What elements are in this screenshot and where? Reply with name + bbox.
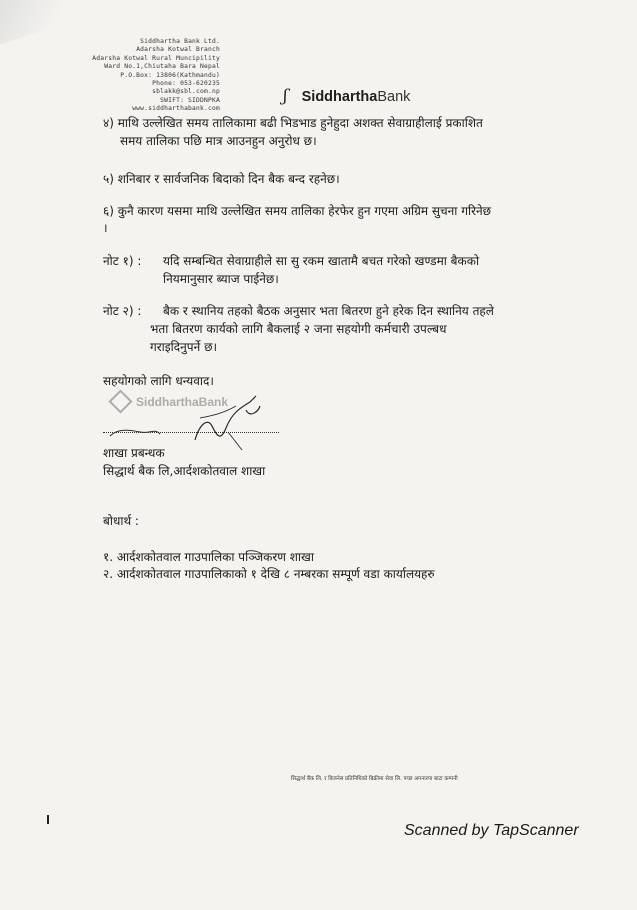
- designation: शाखा प्रबन्धक: [103, 446, 165, 460]
- letterhead-line: sblakk@sbl.com.np: [152, 88, 220, 96]
- letterhead-line: Adarsha Kotwal Branch: [136, 46, 220, 54]
- logo-text-bold: Siddhartha: [301, 89, 378, 105]
- bank-logo-icon: ʃ: [283, 86, 288, 106]
- paragraph-6-line-1: ६) कुनै कारण यसमा माथि उल्लेखित समय तालिका हेरफेर हुन गएमा अग्रिम सुचना गरिनेछ: [103, 204, 492, 218]
- note-2: [103, 302, 494, 320]
- note-2-line-3: गराइदिनुपर्ने छ।: [150, 340, 218, 354]
- logo-text-light: Bank: [377, 89, 411, 105]
- letterhead-line: www.siddharthabank.com: [132, 105, 220, 113]
- thanks-line: सहयोगको लागि धन्यवाद।: [103, 374, 214, 388]
- letterhead-line: Phone: 053-620235: [152, 80, 220, 88]
- footer-note: सिद्धार्थ बैंक लि. र बिजनेस प्रतिनिधिको बिक्रीमा सेवा लि. पच्छ अपनारपा बाटा कम्पनी: [291, 776, 458, 782]
- letterhead-line: P.O.Box: 13806(Kathmandu): [120, 71, 220, 79]
- paragraph-4-line-1: ४) माथि उल्लेखित समय तालिकामा बढी भिडभाड हुनेहुदा अशक्त सेवाग्राहीलाई प्रकाशित: [103, 116, 483, 130]
- scanner-watermark: Scanned by TapScanner: [404, 822, 579, 839]
- note-2-line-1: बैक र स्थानिय तहको बैठक अनुसार भता बितरण हुने हरेक दिन स्थानिय तहले: [163, 304, 494, 318]
- stamp-text: SiddharthaBank: [136, 394, 229, 409]
- letterhead-line: Ward No.1,Chiutaha Bara Nepal: [104, 63, 220, 71]
- siddhartha-bank-logo: [283, 86, 410, 106]
- letterhead-line: Siddhartha Bank Ltd.: [140, 38, 220, 45]
- note-1-line-1: यदि सम्बन्धित सेवाग्राहीले सा सु रकम खातामै बचत गरेको खण्डमा बैकको: [163, 254, 480, 268]
- note-1-line-2: नियमानुसार ब्याज पाईनेछ।: [163, 272, 279, 286]
- letterhead-line: Adarsha Kotwal Rural Muncipility: [92, 54, 220, 62]
- letterhead-line: SWIFT: SIDDNPKA: [160, 96, 220, 104]
- cc-item-1: १. आर्दशकोतवाल गाउपालिका पञ्जिकरण शाखा: [103, 550, 314, 564]
- cc-heading: बोधार्थ :: [103, 514, 139, 528]
- bank-letterhead-address: [60, 38, 220, 114]
- note-2-label: नोट २) :: [103, 304, 142, 318]
- note-2-line-2: भता बितरण कार्यको लागि बैकलाई २ जना सहयोगी कर्मचारी उपल्बध: [150, 322, 447, 336]
- signature-line: [103, 432, 279, 433]
- branch-name: सिद्धार्थ बैक लि,आर्दशकोतवाल शाखा: [103, 464, 266, 478]
- note-1-label: नोट १) :: [103, 254, 142, 268]
- paragraph-6-line-2: ।: [103, 221, 108, 235]
- paragraph-5: ५) शनिबार र सार्वजनिक बिदाको दिन बैक बन्द रहनेछ।: [103, 172, 340, 186]
- margin-mark: [47, 815, 49, 824]
- paragraph-4-line-2: समय तालिका पछि मात्र आउनहुन अनुरोध छ।: [120, 134, 317, 148]
- cc-item-2: २. आर्दशकोतवाल गाउपालिकाको १ देखि ८ नम्बरका सम्पूर्ण वडा कार्यालयहरु: [103, 567, 435, 581]
- note-1: [103, 252, 479, 270]
